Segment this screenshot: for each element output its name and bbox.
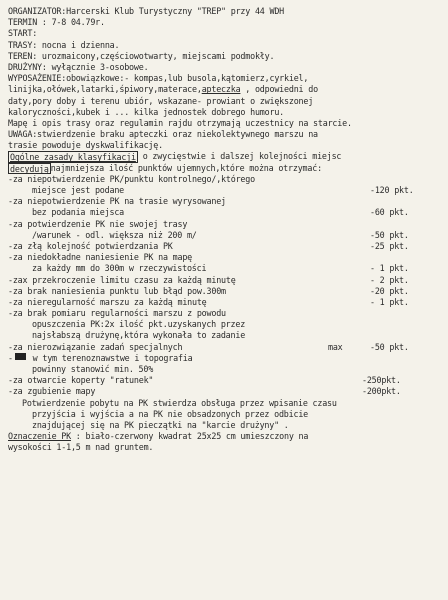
decyduja-word: decydują <box>10 163 49 174</box>
potwierdzenie-line-2: przyjścia i wyjścia a na PK nie obsadzonych przez odbicie <box>32 408 309 419</box>
mapa-points: -200pkt. <box>362 386 401 397</box>
penalty-points: -25 pkt. <box>370 240 409 251</box>
penalty-points: -60 pkt. <box>370 207 409 218</box>
specjalne-points: -50 pkt. <box>370 341 409 352</box>
termin-line: TERMIN : 7-8 04.79r. <box>8 17 105 28</box>
penalty-5-l1: -za niedokładne naniesienie PK na mapę <box>8 252 193 263</box>
specjalne-text: -za nierozwiązanie zadań specjalnych <box>8 341 183 352</box>
redaction-mark <box>15 353 26 360</box>
penalty-3-l2 <box>8 230 440 241</box>
penalty-5-l2 <box>8 263 440 274</box>
penalty-1-l2 <box>8 185 440 196</box>
specjalne-max: max <box>328 341 343 352</box>
druzyny-line: DRUŻYNY: wyłącznie 3-osobowe. <box>8 61 149 72</box>
regularnosc-line-1: -za brak pomiaru regularności marszu z powodu <box>8 308 226 319</box>
topo-dash: - <box>8 352 13 363</box>
oznaczenie-rest: : biało-czerwony kwadrat 25x25 cm umieszczony na <box>70 431 309 442</box>
regularnosc-line-2: opuszczenia PK:2x ilość pkt.uzyskanych przez <box>32 319 246 330</box>
specjalne-line <box>8 342 440 353</box>
oznaczenie-label: Oznaczenie PK <box>8 431 71 442</box>
oznaczenie-line-2: wysokości 1-1,5 m nad gruntem. <box>8 442 154 453</box>
penalty-7 <box>8 286 440 297</box>
penalty-text: -za nieregularność marszu za każdą minutę <box>8 296 207 307</box>
mapa-text: -za zgubienie mapy <box>8 386 96 397</box>
penalty-text: -za złą kolejność potwierdzania PK <box>8 240 173 251</box>
potwierdzenie-line-3: znajdującej się na PK pieczątki na "karcie drużyny" . <box>32 419 289 430</box>
trasy-line: TRASY: nocna i dzienna. <box>8 39 120 50</box>
wyposazenie-text-end: , odpowiedni do <box>240 84 318 95</box>
klasyfikacja-line-1 <box>8 151 440 162</box>
klasyfikacja-title: Ogólne zasady klasyfikacji <box>10 152 136 163</box>
info-line-2: UWAGA:stwierdzenie braku apteczki oraz niekolektywnego marszu na <box>8 129 318 140</box>
wyposazenie-text: linijka,ołówek,latarki,śpiwory,materace, <box>8 84 202 95</box>
wyposazenie-line-4: kaloryczności,kubek i ... kilka jednostek dobrego humoru. <box>8 106 285 117</box>
wyposazenie-line-3: daty,pory doby i terenu ubiór, wskazane- prowiant o zwiększonej <box>8 95 314 106</box>
penalty-points: - 1 pkt. <box>370 263 409 274</box>
penalty-points: -50 pkt. <box>370 229 409 240</box>
organizator-line: ORGANIZATOR:Harcerski Klub Turystyczny "TREP" przy 44 WDH <box>8 6 285 16</box>
penalty-text: bez podania miejsca <box>32 207 125 218</box>
potwierdzenie-line-1: Potwierdzenie pobytu na PK stwierdza obsługa przez wpisanie czasu <box>22 397 337 408</box>
topo-text: w tym terenoznawstwe i topografia <box>27 352 193 363</box>
klasyfikacja-rest-2: najmniejsza ilość punktów ujemnych,które można otrzymać: <box>50 162 322 173</box>
koperta-points: -250pkt. <box>362 375 401 386</box>
penalty-4 <box>8 241 440 252</box>
penalty-points: - 2 pkt. <box>370 274 409 285</box>
apteczka-word: apteczka <box>201 84 241 95</box>
teren-line: TEREN: urozmaicony,częściowotwarty, miejscami podmokły. <box>8 50 275 61</box>
oznaczenie-line-1 <box>8 431 440 442</box>
penalty-text: za każdy mm do 300m w rzeczywistości <box>32 263 207 274</box>
penalty-6 <box>8 275 440 286</box>
penalty-points: -20 pkt. <box>370 285 409 296</box>
penalty-2-l1: -za niepotwierdzenie PK na trasie wyrysowanej <box>8 196 226 207</box>
penalty-2-l2 <box>8 207 440 218</box>
penalty-8 <box>8 297 440 308</box>
topo-line-2: powinny stanowić min. 50% <box>32 364 154 374</box>
klasyfikacja-line-2 <box>8 163 440 174</box>
penalty-points: -120 pkt. <box>370 185 414 195</box>
koperta-line <box>8 375 440 386</box>
info-line-3: trasie powoduje dyskwalifikację. <box>8 140 163 151</box>
penalty-text: -zax przekroczenie limitu czasu za każdą minutę <box>8 274 236 285</box>
penalty-3-l1: -za potwierdzenie PK nie swojej trasy <box>8 218 188 229</box>
topo-line-1 <box>8 353 440 364</box>
mapa-line <box>8 386 440 397</box>
info-line-1: Mapę i opis trasy oraz regulamin rajdu otrzymają uczestnicy na starcie. <box>8 117 352 128</box>
regularnosc-line-3: najsłabszą drużynę,która wykonała to zadanie <box>32 330 246 341</box>
penalty-text: miejsce jest podane <box>32 185 125 195</box>
penalty-points: - 1 pkt. <box>370 296 409 307</box>
penalty-text: /warunek - odl. większa niż 200 m/ <box>32 229 197 240</box>
penalty-1-l1: -za niepotwierdzenie PK/punktu kontrolnego/,którego <box>8 173 255 184</box>
wyposazenie-line-2 <box>8 84 440 95</box>
klasyfikacja-rest: o zwycięstwie i dalszej kolejności miejsc <box>137 151 342 162</box>
wyposazenie-line-1: WYPOSAŻENIE:obowiązkowe:- kompas,lub busola,kątomierz,cyrkiel, <box>8 73 309 84</box>
start-line: START: <box>8 28 38 39</box>
penalty-text: -za brak naniesienia punktu lub błąd pow.300m <box>8 285 226 296</box>
koperta-text: -za otwarcie koperty "ratunek" <box>8 375 154 386</box>
